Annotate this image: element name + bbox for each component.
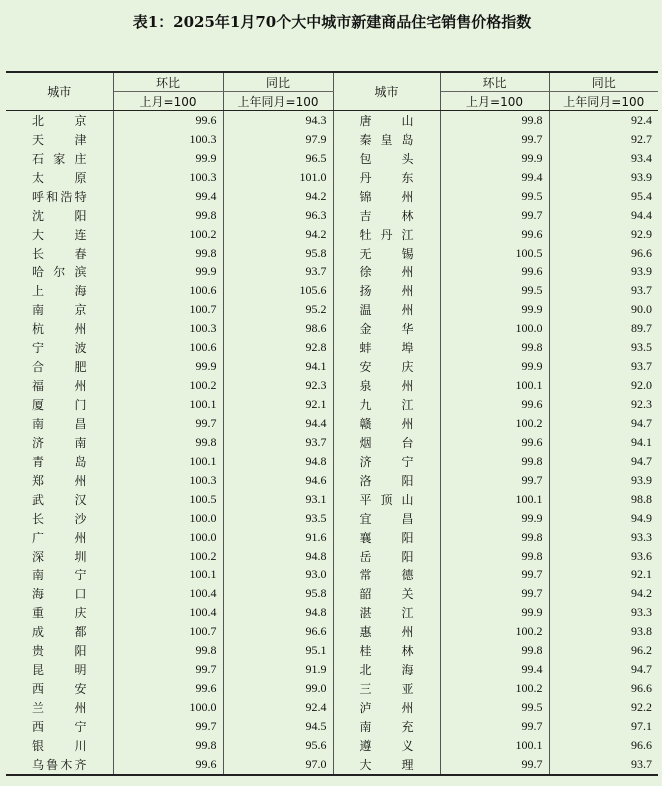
city-name-right: 牡丹江 — [333, 225, 440, 244]
mom-index-right: 99.8 — [440, 641, 549, 660]
mom-index-right: 99.9 — [440, 357, 549, 376]
yoy-index-left: 92.4 — [223, 698, 333, 717]
yoy-index-left: 93.5 — [223, 509, 333, 528]
mom-index-left: 100.3 — [113, 168, 223, 187]
mom-index-left: 100.5 — [113, 490, 223, 509]
yoy-index-left: 101.0 — [223, 168, 333, 187]
table-row — [6, 300, 658, 319]
city-name-right: 赣州 — [333, 414, 440, 433]
yoy-index-right: 93.8 — [549, 622, 658, 641]
city-name-right: 韶关 — [333, 584, 440, 603]
city-name-left: 青岛 — [6, 452, 113, 471]
table-row — [6, 244, 658, 263]
yoy-index-right: 93.3 — [549, 528, 658, 547]
table-row — [6, 111, 658, 130]
mom-index-right: 99.9 — [440, 509, 549, 528]
city-name-right: 泸州 — [333, 698, 440, 717]
yoy-index-left: 97.9 — [223, 130, 333, 149]
yoy-index-left: 93.1 — [223, 490, 333, 509]
yoy-index-left: 94.4 — [223, 414, 333, 433]
table-row — [6, 717, 658, 736]
yoy-index-left: 99.0 — [223, 679, 333, 698]
header-yoy-base-right: 上年同月=100 — [549, 92, 658, 111]
price-index-table — [6, 71, 658, 776]
city-name-right: 吉林 — [333, 206, 440, 225]
city-name-left: 哈尔滨 — [6, 263, 113, 282]
yoy-index-right: 92.2 — [549, 698, 658, 717]
mom-index-right: 99.4 — [440, 168, 549, 187]
city-name-right: 金华 — [333, 319, 440, 338]
mom-index-left: 99.8 — [113, 736, 223, 755]
yoy-index-left: 94.2 — [223, 187, 333, 206]
city-name-right: 烟台 — [333, 433, 440, 452]
yoy-index-left: 95.8 — [223, 584, 333, 603]
yoy-index-right: 92.3 — [549, 395, 658, 414]
mom-index-left: 99.4 — [113, 187, 223, 206]
yoy-index-right: 93.9 — [549, 168, 658, 187]
table-row — [6, 376, 658, 395]
yoy-index-left: 94.8 — [223, 452, 333, 471]
city-name-left: 兰州 — [6, 698, 113, 717]
mom-index-left: 99.6 — [113, 111, 223, 130]
mom-index-right: 99.8 — [440, 528, 549, 547]
mom-index-right: 100.0 — [440, 319, 549, 338]
price-index-sheet — [6, 71, 658, 776]
header-yoy-right: 同比 — [549, 72, 658, 92]
table-row — [6, 698, 658, 717]
yoy-index-left: 95.2 — [223, 300, 333, 319]
yoy-index-left: 93.7 — [223, 433, 333, 452]
mom-index-left: 100.6 — [113, 338, 223, 357]
yoy-index-left: 91.6 — [223, 528, 333, 547]
yoy-index-right: 96.2 — [549, 641, 658, 660]
mom-index-left: 100.0 — [113, 509, 223, 528]
table-row — [6, 225, 658, 244]
yoy-index-left: 95.6 — [223, 736, 333, 755]
city-name-right: 洛阳 — [333, 471, 440, 490]
mom-index-right: 99.5 — [440, 187, 549, 206]
yoy-index-right: 93.9 — [549, 263, 658, 282]
mom-index-right: 99.8 — [440, 547, 549, 566]
table-row — [6, 149, 658, 168]
mom-index-left: 99.7 — [113, 660, 223, 679]
city-name-left: 厦门 — [6, 395, 113, 414]
table-header — [6, 72, 658, 111]
mom-index-right: 100.5 — [440, 244, 549, 263]
yoy-index-right: 98.8 — [549, 490, 658, 509]
city-name-right: 唐山 — [333, 111, 440, 130]
yoy-index-left: 93.7 — [223, 263, 333, 282]
yoy-index-right: 92.7 — [549, 130, 658, 149]
mom-index-right: 100.1 — [440, 736, 549, 755]
mom-index-right: 99.7 — [440, 130, 549, 149]
yoy-index-left: 96.3 — [223, 206, 333, 225]
yoy-index-right: 93.5 — [549, 338, 658, 357]
mom-index-left: 99.6 — [113, 755, 223, 775]
table-row — [6, 263, 658, 282]
yoy-index-left: 94.1 — [223, 357, 333, 376]
mom-index-left: 100.3 — [113, 130, 223, 149]
yoy-index-right: 94.4 — [549, 206, 658, 225]
yoy-index-left: 94.8 — [223, 547, 333, 566]
city-name-left: 广州 — [6, 528, 113, 547]
table-row — [6, 584, 658, 603]
yoy-index-right: 93.3 — [549, 603, 658, 622]
mom-index-right: 99.7 — [440, 755, 549, 775]
yoy-index-right: 92.9 — [549, 225, 658, 244]
yoy-index-right: 93.4 — [549, 149, 658, 168]
header-row-main — [6, 72, 658, 92]
city-name-right: 三亚 — [333, 679, 440, 698]
city-name-left: 长春 — [6, 244, 113, 263]
city-name-left: 南昌 — [6, 414, 113, 433]
city-name-left: 西安 — [6, 679, 113, 698]
mom-index-right: 100.1 — [440, 490, 549, 509]
table-row — [6, 547, 658, 566]
table-row — [6, 509, 658, 528]
city-name-left: 济南 — [6, 433, 113, 452]
city-name-left: 西宁 — [6, 717, 113, 736]
yoy-index-left: 92.1 — [223, 395, 333, 414]
table-row — [6, 319, 658, 338]
header-mom-base-right: 上月=100 — [440, 92, 549, 111]
yoy-index-right: 92.0 — [549, 376, 658, 395]
yoy-index-right: 94.2 — [549, 584, 658, 603]
city-name-left: 合肥 — [6, 357, 113, 376]
yoy-index-right: 95.4 — [549, 187, 658, 206]
table-row — [6, 130, 658, 149]
yoy-index-right: 96.6 — [549, 736, 658, 755]
city-name-right: 蚌埠 — [333, 338, 440, 357]
city-name-right: 桂林 — [333, 641, 440, 660]
city-name-left: 太原 — [6, 168, 113, 187]
mom-index-right: 99.5 — [440, 698, 549, 717]
city-name-left: 武汉 — [6, 490, 113, 509]
city-name-left: 呼和浩特 — [6, 187, 113, 206]
header-mom-right: 环比 — [440, 72, 549, 92]
yoy-index-left: 91.9 — [223, 660, 333, 679]
yoy-index-left: 96.5 — [223, 149, 333, 168]
mom-index-right: 99.8 — [440, 338, 549, 357]
mom-index-right: 99.6 — [440, 395, 549, 414]
yoy-index-right: 94.7 — [549, 414, 658, 433]
mom-index-left: 100.2 — [113, 547, 223, 566]
mom-index-left: 100.1 — [113, 452, 223, 471]
yoy-index-right: 93.6 — [549, 547, 658, 566]
mom-index-left: 99.8 — [113, 244, 223, 263]
city-name-left: 海口 — [6, 584, 113, 603]
table-row — [6, 206, 658, 225]
mom-index-right: 99.6 — [440, 225, 549, 244]
table-row — [6, 641, 658, 660]
mom-index-left: 99.9 — [113, 263, 223, 282]
yoy-index-right: 97.1 — [549, 717, 658, 736]
city-name-right: 湛江 — [333, 603, 440, 622]
city-name-right: 济宁 — [333, 452, 440, 471]
city-name-right: 锦州 — [333, 187, 440, 206]
yoy-index-right: 94.9 — [549, 509, 658, 528]
mom-index-right: 99.6 — [440, 433, 549, 452]
mom-index-left: 99.9 — [113, 149, 223, 168]
yoy-index-right: 90.0 — [549, 300, 658, 319]
yoy-index-left: 94.6 — [223, 471, 333, 490]
yoy-index-left: 97.0 — [223, 755, 333, 775]
city-name-left: 乌鲁木齐 — [6, 755, 113, 775]
yoy-index-left: 94.2 — [223, 225, 333, 244]
yoy-index-right: 93.7 — [549, 281, 658, 300]
city-name-left: 南宁 — [6, 566, 113, 585]
yoy-index-right: 94.1 — [549, 433, 658, 452]
mom-index-left: 100.3 — [113, 319, 223, 338]
mom-index-right: 99.8 — [440, 452, 549, 471]
city-name-left: 南京 — [6, 300, 113, 319]
yoy-index-right: 92.1 — [549, 566, 658, 585]
header-yoy-left: 同比 — [223, 72, 333, 92]
mom-index-left: 100.2 — [113, 376, 223, 395]
mom-index-left: 99.6 — [113, 679, 223, 698]
yoy-index-left: 98.6 — [223, 319, 333, 338]
mom-index-right: 99.6 — [440, 263, 549, 282]
table-row — [6, 168, 658, 187]
city-name-left: 昆明 — [6, 660, 113, 679]
mom-index-left: 99.7 — [113, 414, 223, 433]
mom-index-right: 100.2 — [440, 414, 549, 433]
table-row — [6, 603, 658, 622]
city-name-left: 上海 — [6, 281, 113, 300]
city-name-right: 无锡 — [333, 244, 440, 263]
table-row — [6, 338, 658, 357]
city-name-left: 郑州 — [6, 471, 113, 490]
yoy-index-right: 96.6 — [549, 679, 658, 698]
table-row — [6, 622, 658, 641]
city-name-right: 襄阳 — [333, 528, 440, 547]
mom-index-left: 99.8 — [113, 641, 223, 660]
yoy-index-right: 93.7 — [549, 357, 658, 376]
mom-index-left: 100.0 — [113, 528, 223, 547]
table-row — [6, 187, 658, 206]
city-name-right: 温州 — [333, 300, 440, 319]
mom-index-right: 99.9 — [440, 149, 549, 168]
mom-index-left: 100.3 — [113, 471, 223, 490]
yoy-index-right: 93.9 — [549, 471, 658, 490]
city-name-right: 九江 — [333, 395, 440, 414]
yoy-index-right: 94.7 — [549, 452, 658, 471]
city-name-right: 遵义 — [333, 736, 440, 755]
mom-index-right: 99.9 — [440, 300, 549, 319]
mom-index-left: 100.0 — [113, 698, 223, 717]
mom-index-left: 100.7 — [113, 622, 223, 641]
yoy-index-left: 94.5 — [223, 717, 333, 736]
city-name-right: 徐州 — [333, 263, 440, 282]
yoy-index-left: 94.3 — [223, 111, 333, 130]
yoy-index-left: 95.8 — [223, 244, 333, 263]
yoy-index-left: 93.0 — [223, 566, 333, 585]
mom-index-right: 100.2 — [440, 679, 549, 698]
yoy-index-left: 92.8 — [223, 338, 333, 357]
table-row — [6, 471, 658, 490]
mom-index-left: 100.4 — [113, 603, 223, 622]
table-row — [6, 452, 658, 471]
yoy-index-left: 95.1 — [223, 641, 333, 660]
city-name-left: 成都 — [6, 622, 113, 641]
mom-index-right: 99.9 — [440, 603, 549, 622]
header-yoy-base-left: 上年同月=100 — [223, 92, 333, 111]
mom-index-left: 100.4 — [113, 584, 223, 603]
city-name-left: 深圳 — [6, 547, 113, 566]
city-name-right: 泉州 — [333, 376, 440, 395]
yoy-index-left: 96.6 — [223, 622, 333, 641]
mom-index-left: 99.8 — [113, 206, 223, 225]
table-row — [6, 414, 658, 433]
city-name-right: 岳阳 — [333, 547, 440, 566]
city-name-right: 惠州 — [333, 622, 440, 641]
mom-index-left: 100.1 — [113, 395, 223, 414]
yoy-index-left: 92.3 — [223, 376, 333, 395]
table-row — [6, 433, 658, 452]
table-row — [6, 357, 658, 376]
yoy-index-left: 105.6 — [223, 281, 333, 300]
table-row — [6, 566, 658, 585]
mom-index-right: 100.2 — [440, 622, 549, 641]
city-name-left: 北京 — [6, 111, 113, 130]
mom-index-left: 99.8 — [113, 433, 223, 452]
city-name-left: 福州 — [6, 376, 113, 395]
city-name-right: 平顶山 — [333, 490, 440, 509]
table-row — [6, 736, 658, 755]
table-row — [6, 528, 658, 547]
city-name-left: 银川 — [6, 736, 113, 755]
mom-index-left: 100.6 — [113, 281, 223, 300]
table-row — [6, 755, 658, 775]
mom-index-left: 100.1 — [113, 566, 223, 585]
mom-index-right: 99.7 — [440, 206, 549, 225]
header-mom-left: 环比 — [113, 72, 223, 92]
city-name-right: 扬州 — [333, 281, 440, 300]
table-row — [6, 281, 658, 300]
header-city-left: 城市 — [6, 72, 113, 111]
table-row — [6, 679, 658, 698]
city-name-right: 安庆 — [333, 357, 440, 376]
table-body — [6, 111, 658, 775]
city-name-left: 天津 — [6, 130, 113, 149]
header-city-right: 城市 — [333, 72, 440, 111]
table-row — [6, 395, 658, 414]
city-name-left: 沈阳 — [6, 206, 113, 225]
mom-index-right: 99.7 — [440, 717, 549, 736]
yoy-index-right: 92.4 — [549, 111, 658, 130]
mom-index-right: 99.5 — [440, 281, 549, 300]
mom-index-left: 100.2 — [113, 225, 223, 244]
city-name-right: 丹东 — [333, 168, 440, 187]
city-name-left: 大连 — [6, 225, 113, 244]
city-name-right: 北海 — [333, 660, 440, 679]
city-name-left: 重庆 — [6, 603, 113, 622]
mom-index-left: 99.7 — [113, 717, 223, 736]
city-name-right: 大理 — [333, 755, 440, 775]
city-name-left: 杭州 — [6, 319, 113, 338]
yoy-index-right: 93.7 — [549, 755, 658, 775]
yoy-index-right: 94.7 — [549, 660, 658, 679]
city-name-left: 宁波 — [6, 338, 113, 357]
city-name-left: 长沙 — [6, 509, 113, 528]
city-name-right: 秦皇岛 — [333, 130, 440, 149]
city-name-right: 南充 — [333, 717, 440, 736]
mom-index-right: 99.7 — [440, 566, 549, 585]
city-name-left: 贵阳 — [6, 641, 113, 660]
table-title: 表1：2025年1月70个大中城市新建商品住宅销售价格指数 — [132, 13, 532, 31]
city-name-right: 宜昌 — [333, 509, 440, 528]
yoy-index-left: 94.8 — [223, 603, 333, 622]
mom-index-left: 100.7 — [113, 300, 223, 319]
yoy-index-right: 89.7 — [549, 319, 658, 338]
city-name-right: 常德 — [333, 566, 440, 585]
header-mom-base-left: 上月=100 — [113, 92, 223, 111]
mom-index-right: 99.8 — [440, 111, 549, 130]
mom-index-right: 99.7 — [440, 471, 549, 490]
mom-index-right: 99.7 — [440, 584, 549, 603]
mom-index-right: 100.1 — [440, 376, 549, 395]
city-name-left: 石家庄 — [6, 149, 113, 168]
city-name-right: 包头 — [333, 149, 440, 168]
table-row — [6, 660, 658, 679]
mom-index-right: 99.4 — [440, 660, 549, 679]
table-row — [6, 490, 658, 509]
mom-index-left: 99.9 — [113, 357, 223, 376]
yoy-index-right: 96.6 — [549, 244, 658, 263]
